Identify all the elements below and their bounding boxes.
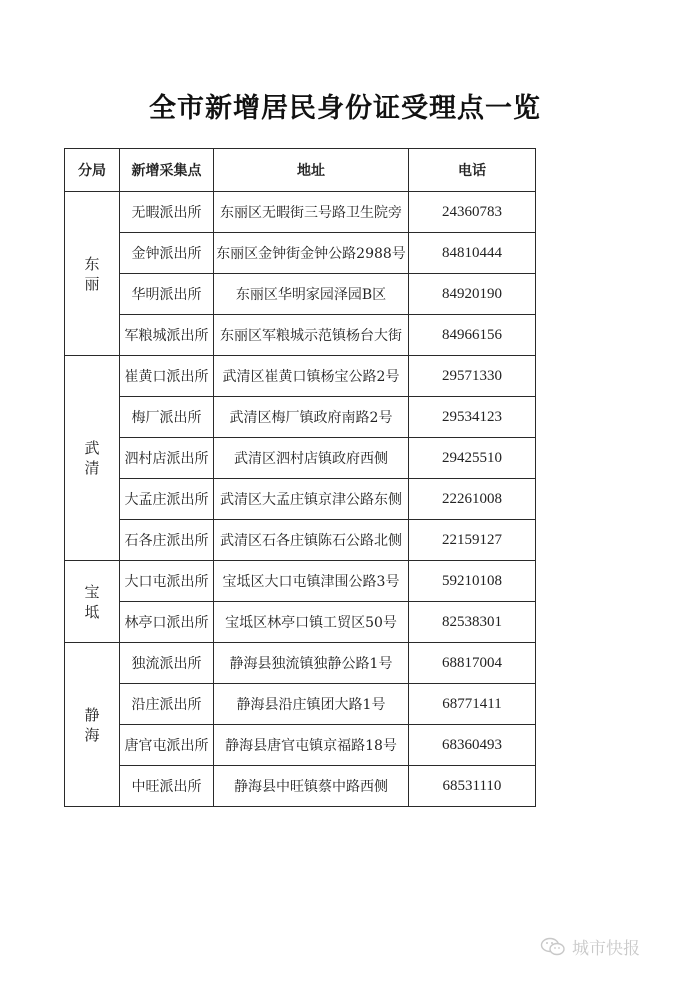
address-cell: 宝坻区大口屯镇津围公路3号 <box>214 561 409 602</box>
phone-cell: 84810444 <box>409 233 536 274</box>
site-cell: 大孟庄派出所 <box>120 479 214 520</box>
phone-cell: 68817004 <box>409 643 536 684</box>
table-row <box>65 479 536 520</box>
address-cell: 武清区大孟庄镇京津公路东侧 <box>214 479 409 520</box>
phone-cell: 29425510 <box>409 438 536 479</box>
address-cell: 静海县沿庄镇团大路1号 <box>214 684 409 725</box>
site-cell: 军粮城派出所 <box>120 315 214 356</box>
header-site: 新增采集点 <box>120 149 214 192</box>
phone-cell: 22261008 <box>409 479 536 520</box>
header-phone: 电话 <box>409 149 536 192</box>
page-title: 全市新增居民身份证受理点一览 <box>149 93 541 124</box>
address-cell: 东丽区无暇街三号路卫生院旁 <box>214 192 409 233</box>
address-cell: 武清区梅厂镇政府南路2号 <box>214 397 409 438</box>
site-cell: 崔黄口派出所 <box>120 356 214 397</box>
table-row <box>65 438 536 479</box>
table-row <box>65 643 536 684</box>
site-cell: 金钟派出所 <box>120 233 214 274</box>
table-row <box>65 520 536 561</box>
table-row <box>65 274 536 315</box>
watermark-text: 城市快报 <box>572 939 640 959</box>
site-cell: 石各庄派出所 <box>120 520 214 561</box>
table-header-row <box>65 149 536 192</box>
table-row <box>65 397 536 438</box>
table-row <box>65 315 536 356</box>
phone-cell: 24360783 <box>409 192 536 233</box>
phone-cell: 84966156 <box>409 315 536 356</box>
watermark <box>540 934 640 959</box>
site-cell: 唐官屯派出所 <box>120 725 214 766</box>
phone-cell: 68531110 <box>409 766 536 807</box>
phone-cell: 22159127 <box>409 520 536 561</box>
phone-cell: 29534123 <box>409 397 536 438</box>
phone-cell: 59210108 <box>409 561 536 602</box>
address-cell: 宝坻区林亭口镇工贸区50号 <box>214 602 409 643</box>
branch-cell: 东 丽 <box>65 192 120 356</box>
table-row <box>65 602 536 643</box>
site-cell: 泗村店派出所 <box>120 438 214 479</box>
phone-cell: 82538301 <box>409 602 536 643</box>
site-cell: 梅厂派出所 <box>120 397 214 438</box>
branch-cell: 武 清 <box>65 356 120 561</box>
table-row <box>65 356 536 397</box>
address-cell: 静海县唐官屯镇京福路18号 <box>214 725 409 766</box>
header-address: 地址 <box>214 149 409 192</box>
address-cell: 东丽区军粮城示范镇杨台大街 <box>214 315 409 356</box>
table-row <box>65 684 536 725</box>
wechat-icon <box>540 937 566 957</box>
table-row <box>65 233 536 274</box>
site-cell: 沿庄派出所 <box>120 684 214 725</box>
phone-cell: 68771411 <box>409 684 536 725</box>
site-cell: 独流派出所 <box>120 643 214 684</box>
address-cell: 东丽区华明家园泽园B区 <box>214 274 409 315</box>
table-row <box>65 725 536 766</box>
table-row <box>65 192 536 233</box>
site-cell: 无暇派出所 <box>120 192 214 233</box>
acceptance-points-table <box>64 148 536 807</box>
site-cell: 华明派出所 <box>120 274 214 315</box>
phone-cell: 68360493 <box>409 725 536 766</box>
address-cell: 静海县独流镇独静公路1号 <box>214 643 409 684</box>
address-cell: 武清区崔黄口镇杨宝公路2号 <box>214 356 409 397</box>
phone-cell: 29571330 <box>409 356 536 397</box>
site-cell: 林亭口派出所 <box>120 602 214 643</box>
site-cell: 大口屯派出所 <box>120 561 214 602</box>
address-cell: 静海县中旺镇蔡中路西侧 <box>214 766 409 807</box>
address-cell: 东丽区金钟街金钟公路2988号 <box>214 233 409 274</box>
branch-cell: 静 海 <box>65 643 120 807</box>
address-cell: 武清区石各庄镇陈石公路北侧 <box>214 520 409 561</box>
phone-cell: 84920190 <box>409 274 536 315</box>
branch-cell: 宝 坻 <box>65 561 120 643</box>
site-cell: 中旺派出所 <box>120 766 214 807</box>
address-cell: 武清区泗村店镇政府西侧 <box>214 438 409 479</box>
header-branch: 分局 <box>65 149 120 192</box>
table-row <box>65 561 536 602</box>
table-row <box>65 766 536 807</box>
